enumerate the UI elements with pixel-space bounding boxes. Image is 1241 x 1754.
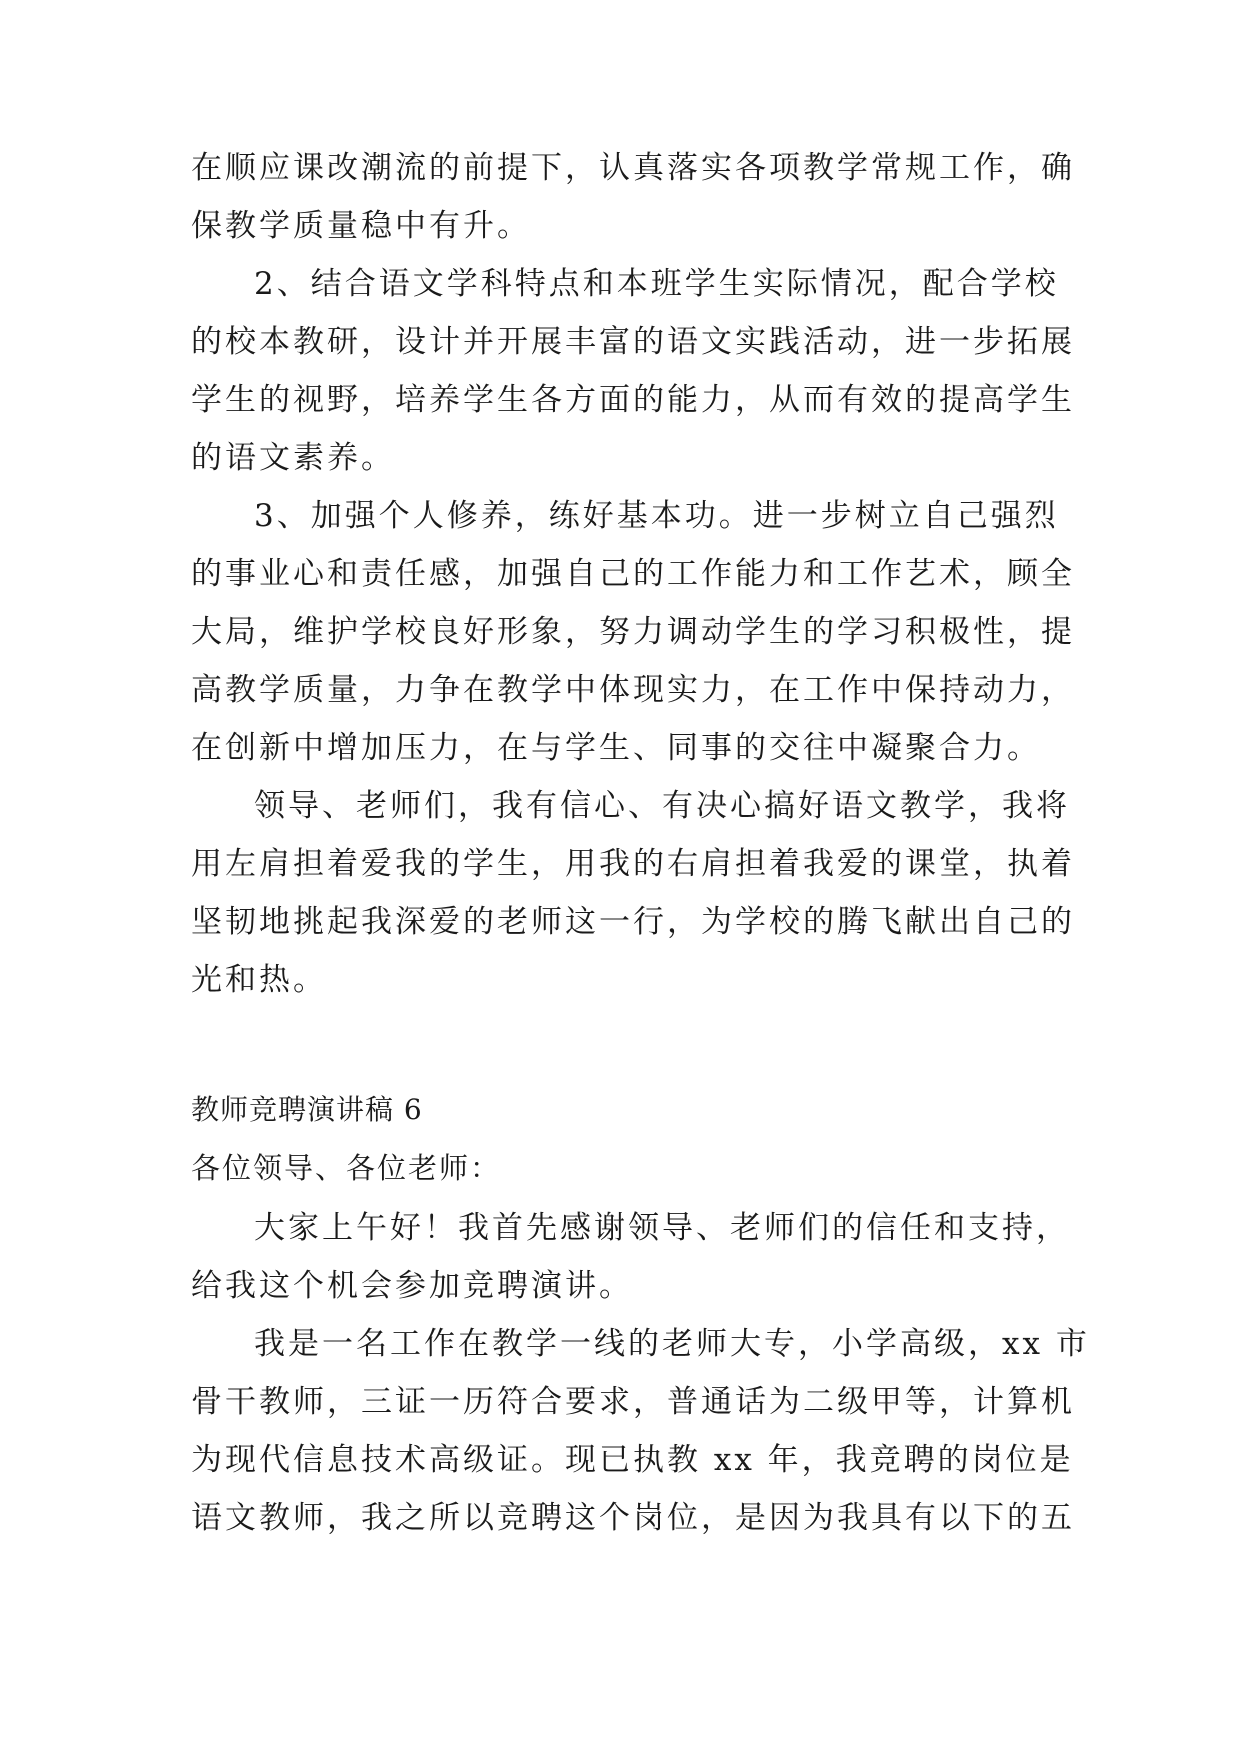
text-line: 保教学质量稳中有升。 [191, 208, 531, 244]
text-line: 2、结合语文学科特点和本班学生实际情况，配合学校 [254, 266, 1059, 302]
text-line: 光和热。 [191, 962, 327, 998]
text-line: 在顺应课改潮流的前提下，认真落实各项教学常规工作，确 [191, 150, 1075, 186]
text-line: 在创新中增加压力，在与学生、同事的交往中凝聚合力。 [191, 730, 1041, 766]
text-line: 坚韧地挑起我深爱的老师这一行，为学校的腾飞献出自己的 [191, 904, 1075, 940]
text-line: 语文教师，我之所以竞聘这个岗位，是因为我具有以下的五 [191, 1500, 1075, 1536]
text-line: 学生的视野，培养学生各方面的能力，从而有效的提高学生 [191, 382, 1075, 418]
salutation: 各位领导、各位老师： [191, 1151, 502, 1185]
text-line: 用左肩担着爱我的学生，用我的右肩担着我爱的课堂，执着 [191, 846, 1075, 882]
text-line: 骨干教师，三证一历符合要求，普通话为二级甲等，计算机 [191, 1384, 1075, 1420]
text-line: 为现代信息技术高级证。现已执教 xx 年，我竞聘的岗位是 [191, 1442, 1074, 1478]
text-line: 高教学质量，力争在教学中体现实力，在工作中保持动力， [191, 672, 1075, 708]
text-line: 我是一名工作在教学一线的老师大专，小学高级，xx 市 [254, 1326, 1090, 1362]
text-line: 3、加强个人修养，练好基本功。进一步树立自己强烈 [254, 498, 1059, 534]
text-line: 给我这个机会参加竞聘演讲。 [191, 1268, 633, 1304]
text-line: 的事业心和责任感，加强自己的工作能力和工作艺术，顾全 [191, 556, 1075, 592]
text-line: 领导、老师们，我有信心、有决心搞好语文教学，我将 [254, 788, 1070, 824]
text-line: 的语文素养。 [191, 440, 395, 476]
text-line: 大局，维护学校良好形象，努力调动学生的学习积极性，提 [191, 614, 1075, 650]
section-title: 教师竞聘演讲稿 6 [191, 1093, 423, 1126]
text-line: 大家上午好！我首先感谢领导、老师们的信任和支持， [254, 1210, 1070, 1246]
text-line: 的校本教研，设计并开展丰富的语文实践活动，进一步拓展 [191, 324, 1075, 360]
